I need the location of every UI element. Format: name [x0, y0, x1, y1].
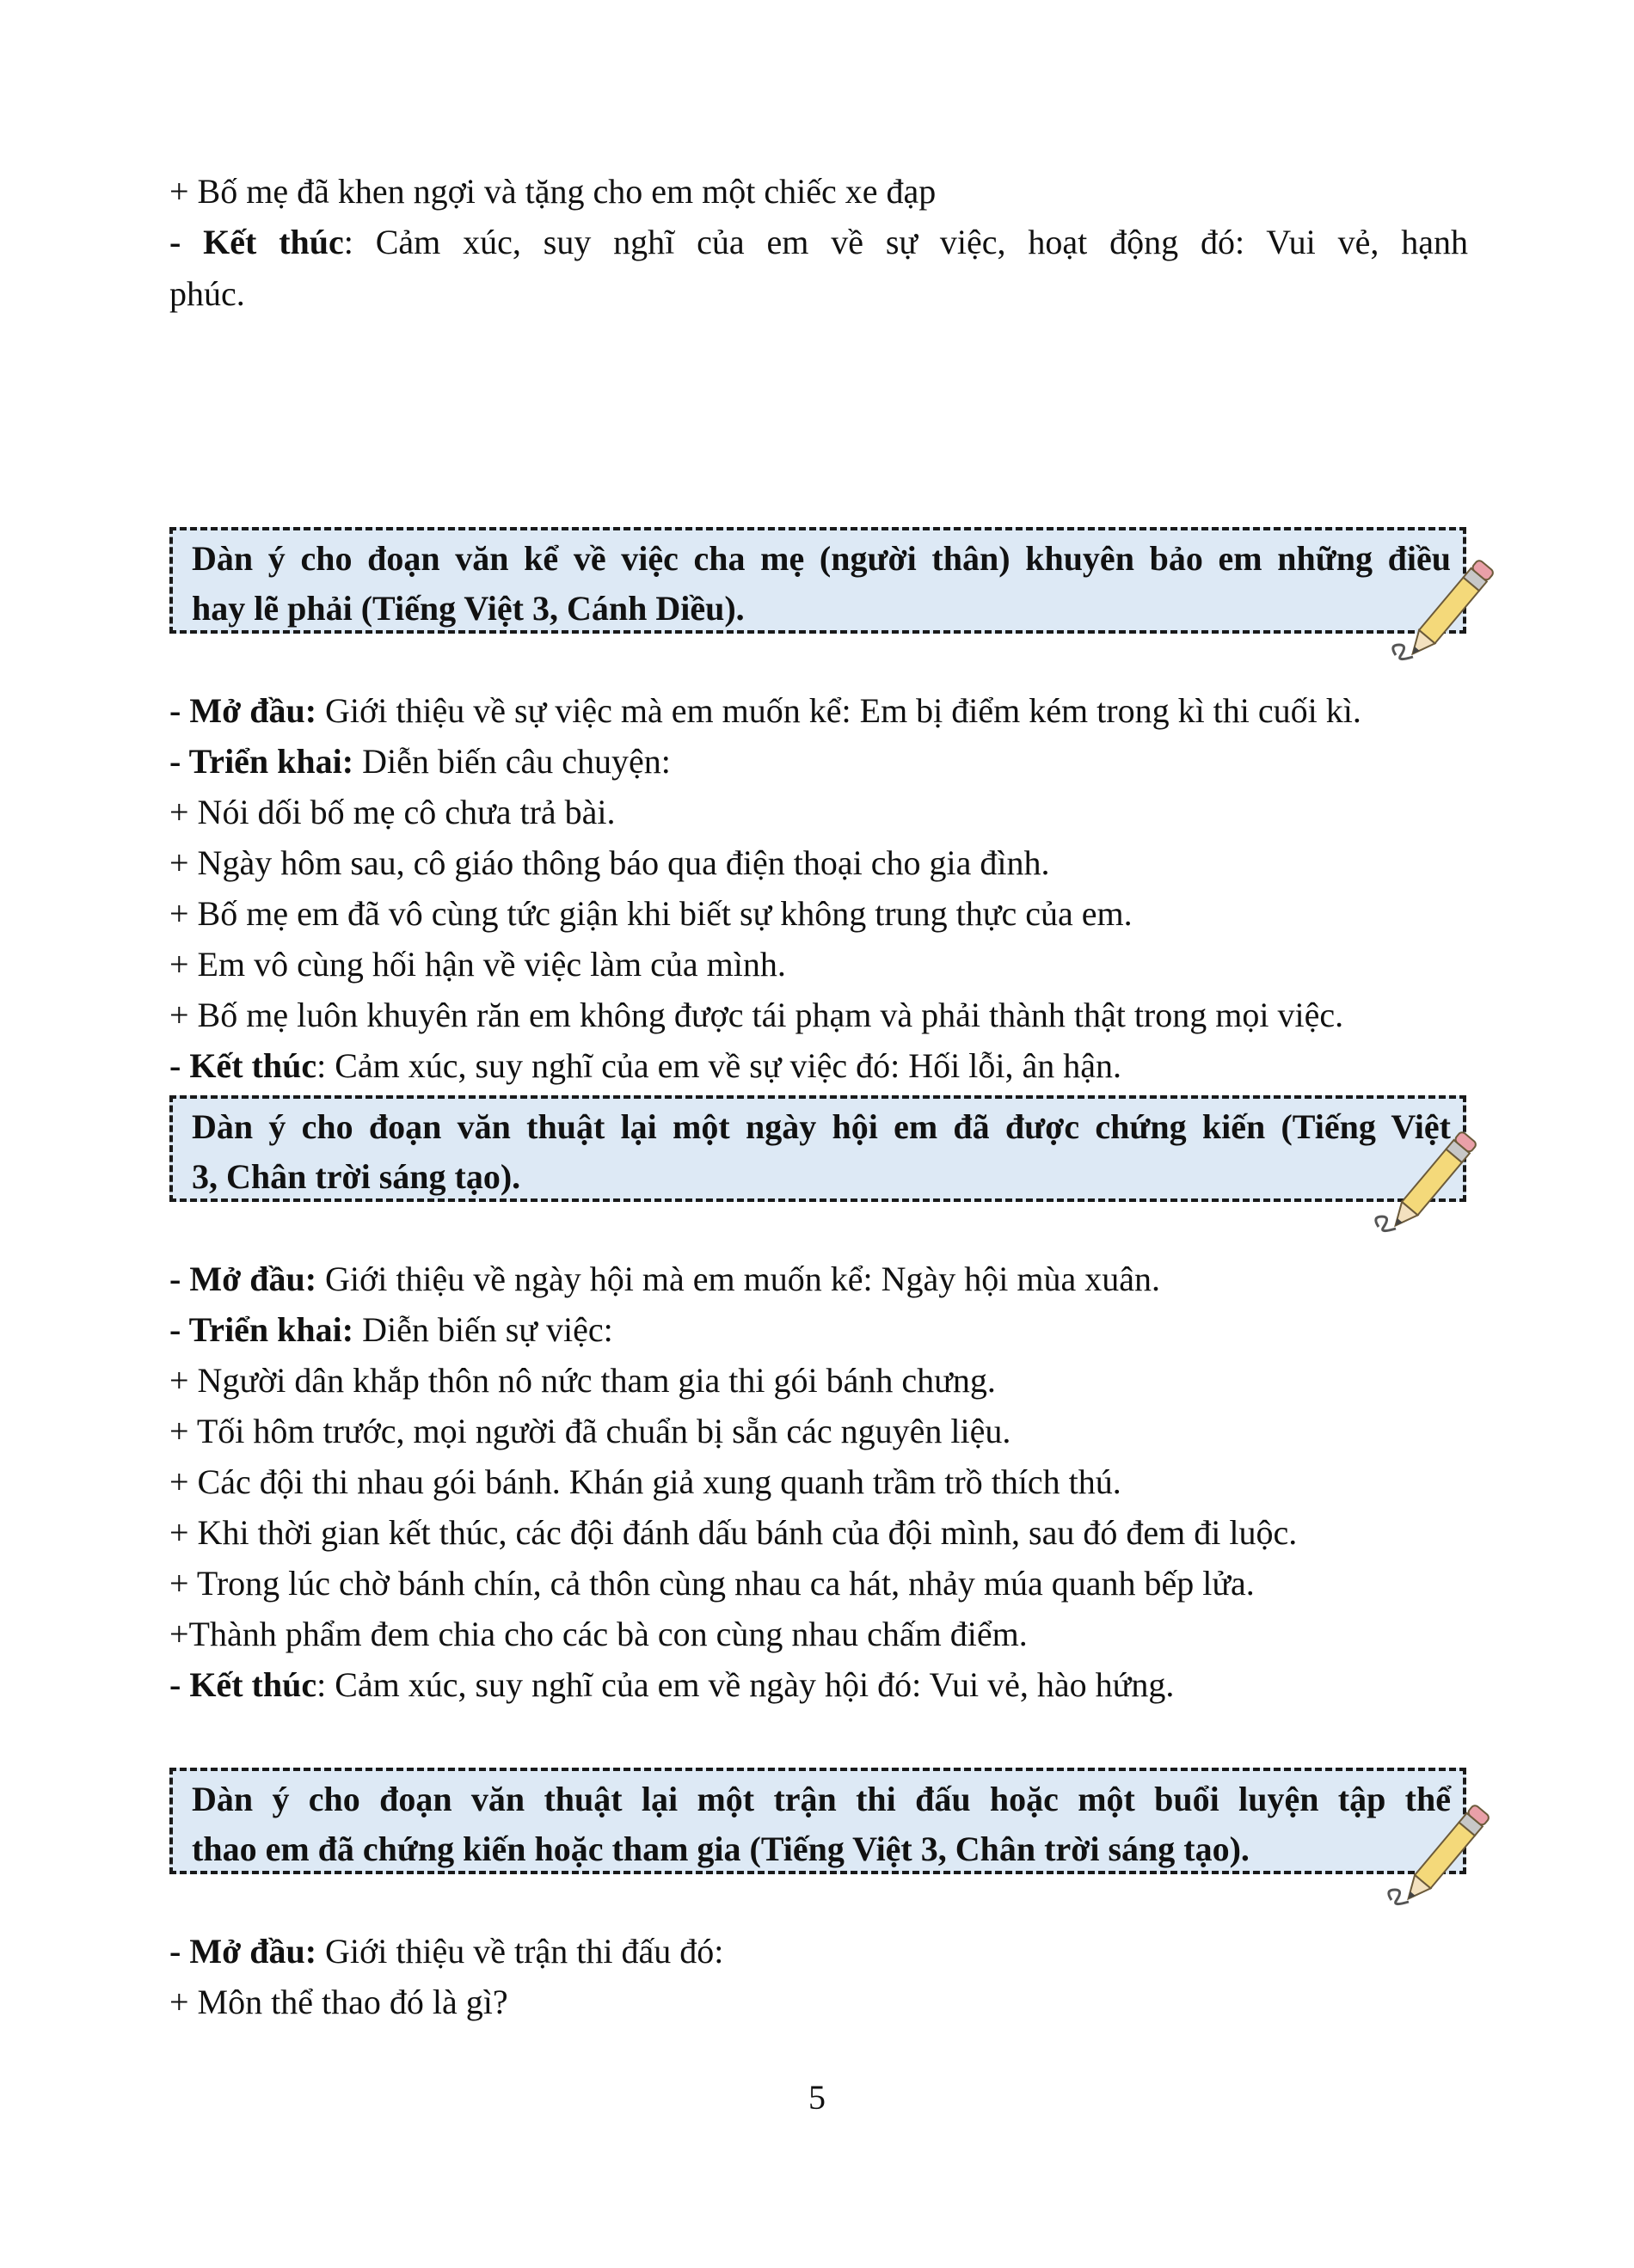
- section3-title-line2: thao em đã chứng kiến hoặc tham gia (Tiếng Việt 3, Chân trời sáng tạo).: [192, 1830, 1250, 1868]
- section1-title-line1: Dàn ý cho đoạn văn kể về việc cha mẹ (người thân) khuyên bảo em những điều: [192, 539, 1451, 578]
- intro-line: + Bố mẹ đã khen ngợi và tặng cho em một chiếc xe đạp: [169, 172, 937, 211]
- conclusion-text: : Cảm xúc, suy nghĩ của em về sự việc, hoạt động đó: Vui vẻ, hạnh: [343, 223, 1469, 261]
- section1-title-line2: hay lẽ phải (Tiếng Việt 3, Cánh Diều).: [192, 589, 745, 628]
- list-item: + Bố mẹ luôn khuyên răn em không được tái phạm và phải thành thật trong mọi việc.: [169, 996, 1344, 1034]
- open-label: - Mở đầu:: [169, 1260, 317, 1298]
- end-label: - Kết thúc: [169, 1665, 317, 1704]
- list-item: + Môn thể thao đó là gì?: [169, 1983, 508, 2021]
- end-text: : Cảm xúc, suy nghĩ của em về sự việc đó: Hối lỗi, ân hận.: [316, 1046, 1122, 1085]
- section2-title-line2: 3, Chân trời sáng tạo).: [192, 1157, 521, 1196]
- pencil-icon: [1363, 1131, 1492, 1242]
- page-number: 5: [808, 2078, 826, 2117]
- open-text: Giới thiệu về sự việc mà em muốn kể: Em bị điểm kém trong kì thi cuối kì.: [316, 691, 1361, 730]
- pencil-icon: [1380, 559, 1509, 671]
- section2-end: [169, 1659, 1468, 1711]
- section3-title-box: [169, 1768, 1466, 1874]
- list-item: + Em vô cùng hối hận về việc làm của mình.: [169, 945, 786, 984]
- list-item: + Tối hôm trước, mọi người đã chuẩn bị sẵn các nguyên liệu.: [169, 1412, 1011, 1450]
- list-item: + Nói dối bố mẹ cô chưa trả bài.: [169, 793, 616, 831]
- section1-open: [169, 685, 1468, 737]
- intro-conclusion: [169, 217, 1468, 268]
- section2-dev: [169, 1304, 1468, 1356]
- list-item: + Trong lúc chờ bánh chín, cả thôn cùng nhau ca hát, nhảy múa quanh bếp lửa.: [169, 1564, 1255, 1603]
- dev-label: - Triển khai:: [169, 742, 354, 781]
- pencil-icon: [1376, 1804, 1505, 1916]
- end-text: : Cảm xúc, suy nghĩ của em về ngày hội đó: Vui vẻ, hào hứng.: [316, 1665, 1175, 1704]
- open-text: Giới thiệu về ngày hội mà em muốn kể: Ngày hội mùa xuân.: [316, 1260, 1161, 1298]
- intro-conclusion-cont: phúc.: [169, 274, 245, 313]
- list-item: + Khi thời gian kết thúc, các đội đánh dấu bánh của đội mình, sau đó đem đi luộc.: [169, 1513, 1298, 1552]
- list-item: +Thành phẩm đem chia cho các bà con cùng nhau chấm điểm.: [169, 1615, 1028, 1653]
- list-item: + Người dân khắp thôn nô nức tham gia thi gói bánh chưng.: [169, 1361, 996, 1400]
- conclusion-label: - Kết thúc: [169, 223, 344, 261]
- section1-dev: [169, 736, 1468, 788]
- list-item: + Bố mẹ em đã vô cùng tức giận khi biết sự không trung thực của em.: [169, 894, 1133, 933]
- end-label: - Kết thúc: [169, 1046, 317, 1085]
- dev-text: Diễn biến sự việc:: [353, 1310, 613, 1349]
- section2-title-line1: Dàn ý cho đoạn văn thuật lại một ngày hội em đã được chứng kiến (Tiếng Việt: [192, 1107, 1451, 1146]
- open-label: - Mở đầu:: [169, 691, 317, 730]
- dev-text: Diễn biến câu chuyện:: [353, 742, 671, 781]
- section2-title-box: [169, 1095, 1466, 1202]
- open-text: Giới thiệu về trận thi đấu đó:: [316, 1932, 724, 1971]
- dev-label: - Triển khai:: [169, 1310, 354, 1349]
- open-label: - Mở đầu:: [169, 1932, 317, 1971]
- list-item: + Ngày hôm sau, cô giáo thông báo qua điện thoại cho gia đình.: [169, 843, 1050, 882]
- section1-title-box: [169, 527, 1466, 634]
- section3-title-line1: Dàn ý cho đoạn văn thuật lại một trận thi đấu hoặc một buổi luyện tập thể: [192, 1780, 1451, 1818]
- section1-end: [169, 1040, 1468, 1092]
- section2-open: [169, 1254, 1468, 1305]
- section3-open: [169, 1926, 1468, 1977]
- list-item: + Các đội thi nhau gói bánh. Khán giả xung quanh trầm trồ thích thú.: [169, 1462, 1121, 1501]
